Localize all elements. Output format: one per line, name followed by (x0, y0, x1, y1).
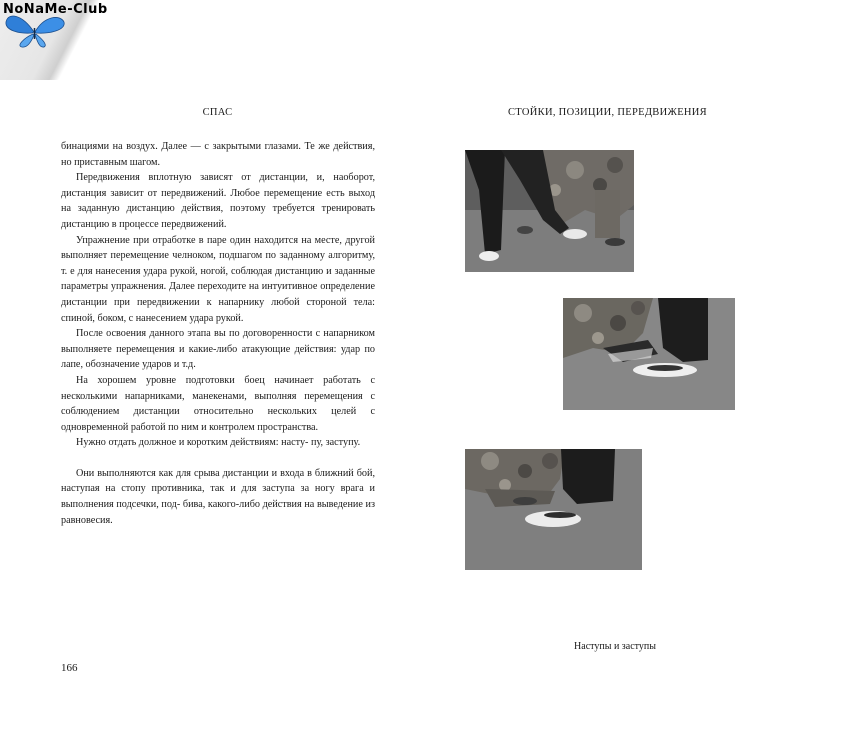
running-head-left: СПАС (202, 107, 233, 118)
photo-step-2 (563, 298, 735, 410)
figure-caption: Наступы и заступы (574, 641, 656, 652)
paragraph: Упражнение при отработке в паре один находится на месте, другой выполняет перемещение челноком, подшагом по заданному алгоритму, т. е для нанесения удара рукой, ногой, соблюдая дистанцию и заданные параметры упражнения. Далее переходите на интуитивное определение дистанции при передвижении к напарнику любой стороной тела: спиной, боком, с нанесением удара рукой. (61, 234, 375, 324)
paragraph: Передвижения вплотную зависят от дистанции, и, наоборот, дистанция зависит от передвижений. Любое перемещение есть выход на заданную дистанцию действия, поэтому требуется тренировать дистанцию в процессе передвижений. (61, 172, 375, 230)
paragraph: Нужно отдать должное и коротким действиям: насту- пу, заступу. (76, 437, 361, 449)
running-head-right: СТОЙКИ, ПОЗИЦИИ, ПЕРЕДВИЖЕНИЯ (508, 107, 707, 118)
photo-step-3 (465, 449, 642, 570)
paragraph: бинациями на воздух. Далее — с закрытыми глазами. Те же действия, но приставным шагом. (61, 141, 375, 168)
butterfly-icon (4, 12, 66, 48)
body-text (61, 139, 375, 528)
watermark (0, 0, 142, 80)
paragraph: На хорошем уровне подготовки боец начинает работать с несколькими напарниками, манекенами, выполняя перемещения с соблюдением дистанции относительно нескольких целей с одновременной работой по ним и контролем пространства. (61, 374, 375, 433)
page-number: 166 (61, 662, 78, 674)
watermark-text: NoNaMe-Club (3, 2, 108, 17)
photo-step-1 (465, 150, 634, 272)
paragraph: После освоения данного этапа вы по договоренности с напарником выполняете перемещения и какие-либо атакующие действия: удар по лапе, обозначение ударов и т.д. (61, 328, 375, 371)
paragraph: Они выполняются как для срыва дистанции и входа в ближний бой, наступая на стопу противника, так и для заступа за ногу врага и выполнения подсечки, под- бива, какого-либо действия на выведение из равновесия. (61, 467, 375, 526)
